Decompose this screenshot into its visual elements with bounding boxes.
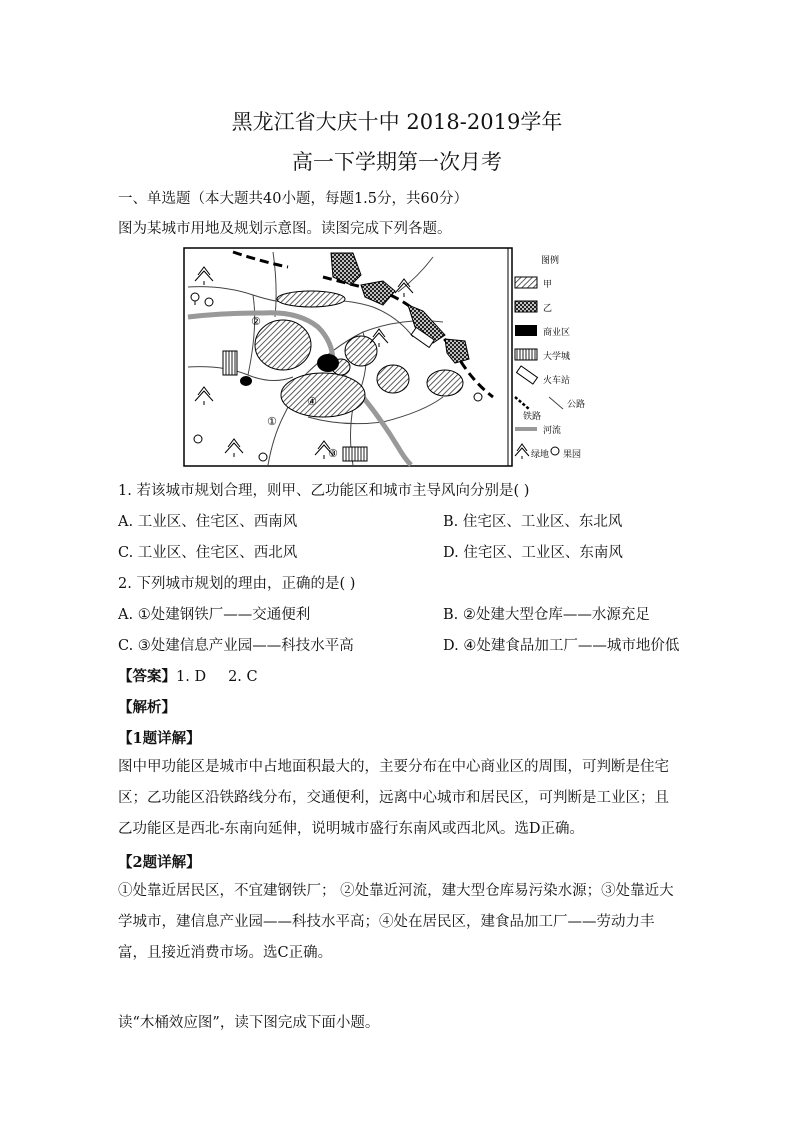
legend-commercial: 商业区: [543, 328, 571, 338]
legend-jia: 甲: [543, 280, 553, 290]
label-1: ①: [267, 415, 277, 428]
q2-option-c: C. ③处建信息产业园——科技水平高: [118, 638, 354, 654]
label-2: ②: [251, 315, 261, 328]
zone-university: [343, 447, 367, 461]
legend-green: 绿地: [531, 450, 550, 460]
title-line-2: 高一下学期第一次月考: [292, 150, 502, 174]
intro-text: 图为某城市用地及规划示意图。读图完成下列各题。: [118, 221, 452, 237]
map-legend: [515, 254, 585, 460]
answer-line: [118, 665, 258, 686]
q2-option-d: D. ④处建食品加工厂——城市地价低: [443, 638, 680, 654]
label-3: ③: [328, 447, 338, 460]
detail1-text: 图中甲功能区是城市中占地面积最大的，主要分布在中心商业区的周围，可判断是住宅区；乙功能区沿铁路线分布，交通便利，远离中心城市和居民区，可判断是工业区；且乙功能区是西北-东南向延伸，说明城市盛行东南风或西北风。选D正确。: [118, 759, 669, 837]
answer-label: 【答案】: [118, 668, 176, 685]
legend-river: 河流: [543, 426, 562, 436]
legend-road-swatch: [549, 397, 563, 409]
detail1-label: 【1题详解】: [118, 730, 201, 747]
legend-jia-swatch: [515, 277, 537, 288]
zone-commercial-small: [240, 376, 252, 386]
legend-yi: 乙: [543, 304, 553, 314]
answer-2: 2. C: [228, 669, 258, 685]
section-header: 一、单选题（本大题共40小题，每题1.5分，共60分）: [118, 191, 468, 207]
q1-stem: 1. 若该城市规划合理，则甲、乙功能区和城市主导风向分别是( ): [118, 483, 530, 499]
label-4: ④: [307, 395, 317, 408]
legend-station: 火车站: [543, 376, 571, 386]
q1-option-d: D. 住宅区、工业区、东南风: [443, 545, 623, 561]
next-intro: 读“木桶效应图”，读下图完成下面小题。: [118, 1015, 380, 1031]
legend-green-symbol: [515, 444, 529, 459]
q1-option-c: C. 工业区、住宅区、西北风: [118, 545, 298, 561]
title-line-1: 黑龙江省大庆十中 2018-2019学年: [231, 110, 563, 134]
legend-commercial-swatch: [515, 325, 537, 336]
legend-road: 公路: [567, 400, 586, 410]
city-land-use-map: [183, 247, 586, 467]
zone-commercial: [317, 354, 339, 372]
detail2-label: 【2题详解】: [118, 854, 201, 871]
legend-title: 图例: [541, 256, 560, 266]
legend-orchard: 果园: [563, 450, 582, 460]
legend-orchard-symbol: [551, 447, 559, 455]
legend-railway-swatch: [515, 397, 529, 409]
legend-university: 大学城: [543, 352, 571, 362]
q2-option-a: A. ①处建钢铁厂——交通便利: [118, 607, 311, 623]
q1-option-a: A. 工业区、住宅区、西南风: [118, 514, 298, 530]
legend-yi-swatch: [515, 301, 537, 312]
legend-station-swatch: [517, 366, 538, 384]
legend-university-swatch: [515, 349, 537, 360]
zone-university-2: [223, 351, 237, 375]
q2-option-b: B. ②处建大型仓库——水源充足: [443, 607, 650, 623]
detail2-text: ①处靠近居民区，不宜建钢铁厂； ②处靠近河流，建大型仓库易污染水源；③处靠近大学城市，建信息产业园——科技水平高；④处在居民区，建食品加工厂——劳动力丰富，且接近消费市场。选C正确。: [118, 883, 674, 961]
legend-railway: 铁路: [523, 412, 542, 422]
q2-stem: 2. 下列城市规划的理由，正确的是( ): [118, 576, 356, 592]
q1-option-b: B. 住宅区、工业区、东北风: [443, 514, 623, 530]
analysis-label: 【解析】: [118, 699, 176, 716]
answer-1: 1. D: [176, 669, 207, 685]
